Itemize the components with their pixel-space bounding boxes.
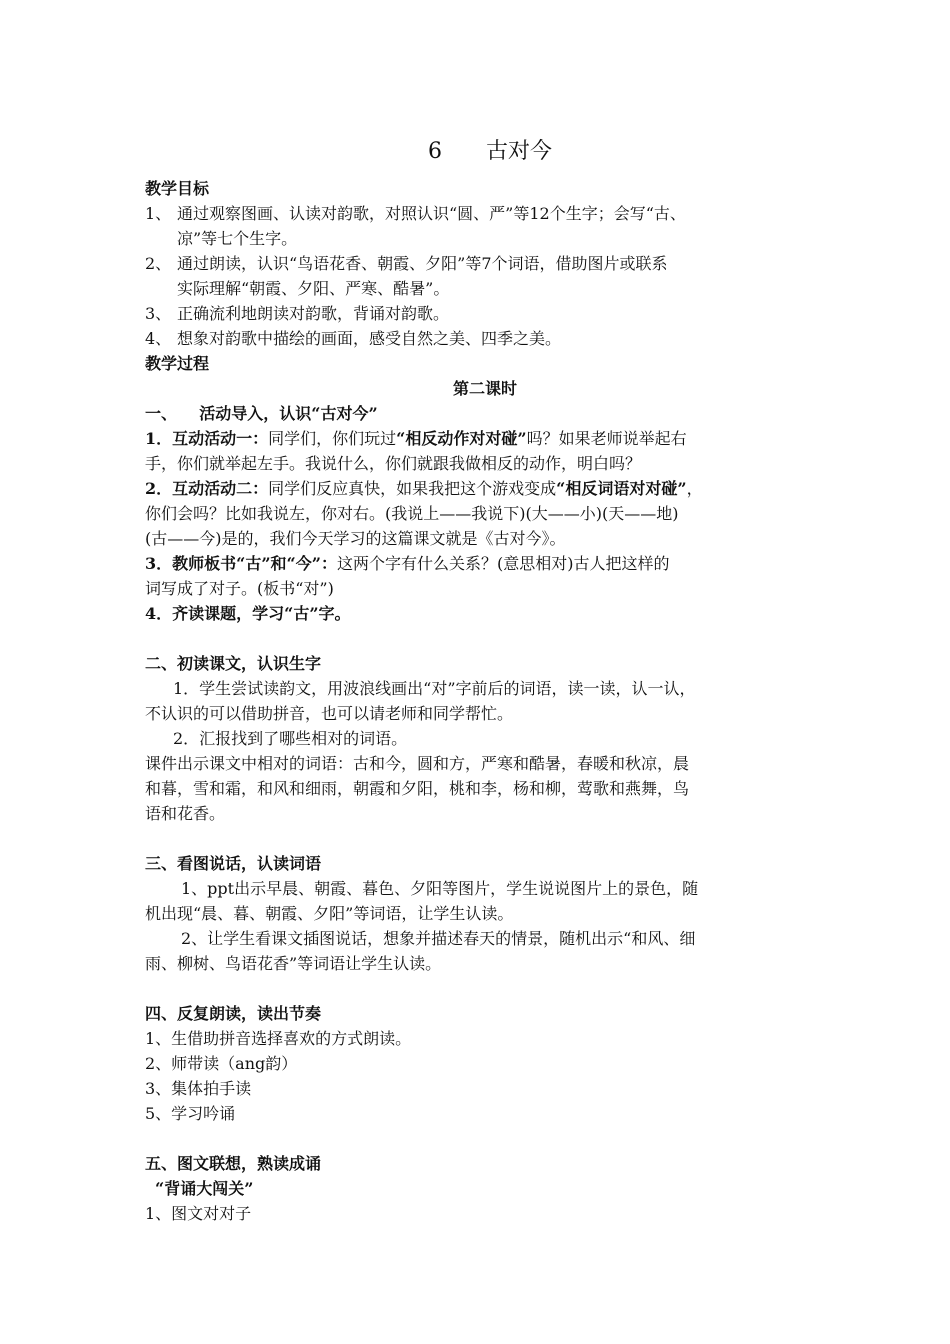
goal-item: 3、 正确流利地朗读对韵歌，背诵对韵歌。 [145,304,450,323]
process-heading: 教学过程 [145,354,210,373]
goals-heading: 教学目标 [145,179,210,198]
document-body: 6 古对今 教学目标 1、 通过观察图画、认读对韵歌，对照认识“圆、严”等12个生字；会写“古、 凉”等七个生字。 2、 通过朗读，认识“鸟语花香、朝霞、夕阳”等7个词语，借助图片或联系 实际理解“朝霞、夕阳、严寒、酷暑”。 3、 正确流利地朗读对韵歌，背诵对韵歌。 4、 想象对韵歌中描绘的画面，感受自然之美、四季之美。 教学过程 第二课时 一、 活动导入，认识“古对今” 1．互动活动一：同学们，你们玩过“相反动作对对碰”吗？如果老师说举起右 手，你们就举起左手。我说什么，你们就跟我做相反的动作，明白吗？ 2．互动活动二：同学们反应真快，如果我把这个游戏变成“相反词语对对碰”， 你们会吗？比如我说左，你对右。(我说上——我说下)(大——小)(天——地) (古——今)是的，我们今天学习的这篇课文就是《古对今》。 3．教师板书“古”和“今”：这两个字有什么关系？(意思相对)古人把这样的 词写成了对子。(板书“对”) 4．齐读课题，学习“古”字。 二、初读课文，认识生字 1．学生尝试读韵文，用波浪线画出“对”字前后的词语，读一读，认一认， 不认识的可以借助拼音，也可以请老师和同学帮忙。 2．汇报找到了哪些相对的词语。 课件出示课文中相对的词语：古和今，圆和方，严寒和酷暑，春暖和秋凉，晨 和暮，雪和霜，和风和细雨，朝霞和夕阳，桃和李，杨和柳，莺歌和燕舞，鸟 语和花香。 三、看图说话，认读词语 1、ppt出示早晨、朝霞、暮色、夕阳等图片，学生说说图片上的景色，随 机出现“晨、暮、朝霞、夕阳”等词语，让学生认读。 2、让学生看课文插图说话，想象并描述春天的情景，随机出示“和风、细 雨、柳树、鸟语花香”等词语让学生认读。 四、反复朗读，读出节奏 1、生借助拼音选择喜欢的方式朗读。 2、师带读（ang韵） 3、集体拍手读 5、学习吟诵 五、图文联想，熟读成诵 “背诵大闯关” 1、图文对对子 [145,136,825,1226]
s1-paragraph-2: 2．互动活动二：同学们反应真快，如果我把这个游戏变成“相反词语对对碰”， [145,479,703,498]
list-item: 1、图文对对子 [145,1204,252,1223]
s1-paragraph-3: 3．教师板书“古”和“今”：这两个字有什么关系？(意思相对)古人把这样的 [145,554,670,573]
list-item: 5、学习吟诵 [145,1104,236,1123]
section-3-heading: 三、看图说话，认读词语 [145,854,322,873]
page-title [145,136,825,168]
list-item: 3、集体拍手读 [145,1079,252,1098]
lesson-number: 6 [427,139,442,164]
list-item: 2、师带读（ang韵） [145,1054,298,1073]
goal-item: 2、 通过朗读，认识“鸟语花香、朝霞、夕阳”等7个词语，借助图片或联系 实际理解“朝霞、夕阳、严寒、酷暑”。 [145,254,668,298]
lesson-period: 第二课时 [452,379,517,398]
section-5-heading: 五、图文联想，熟读成诵 [145,1154,322,1173]
list-item: 1、生借助拼音选择喜欢的方式朗读。 [145,1029,412,1048]
goal-item: 1、 通过观察图画、认读对韵歌，对照认识“圆、严”等12个生字；会写“古、 凉”等七个生字。 [145,204,686,248]
section-5-subheading: “背诵大闯关” [155,1179,254,1198]
section-2-heading: 二、初读课文，认识生字 [145,654,322,673]
lesson-title: 古对今 [485,139,552,164]
s1-paragraph-1: 1．互动活动一：同学们，你们玩过“相反动作对对碰”吗？如果老师说举起右 [145,429,687,448]
section-1-heading: 一、 活动导入，认识“古对今” [145,404,378,423]
goal-item: 4、 想象对韵歌中描绘的画面，感受自然之美、四季之美。 [145,329,562,348]
s1-paragraph-4: 4．齐读课题，学习“古”字。 [145,604,351,623]
section-4-heading: 四、反复朗读，读出节奏 [145,1004,322,1023]
